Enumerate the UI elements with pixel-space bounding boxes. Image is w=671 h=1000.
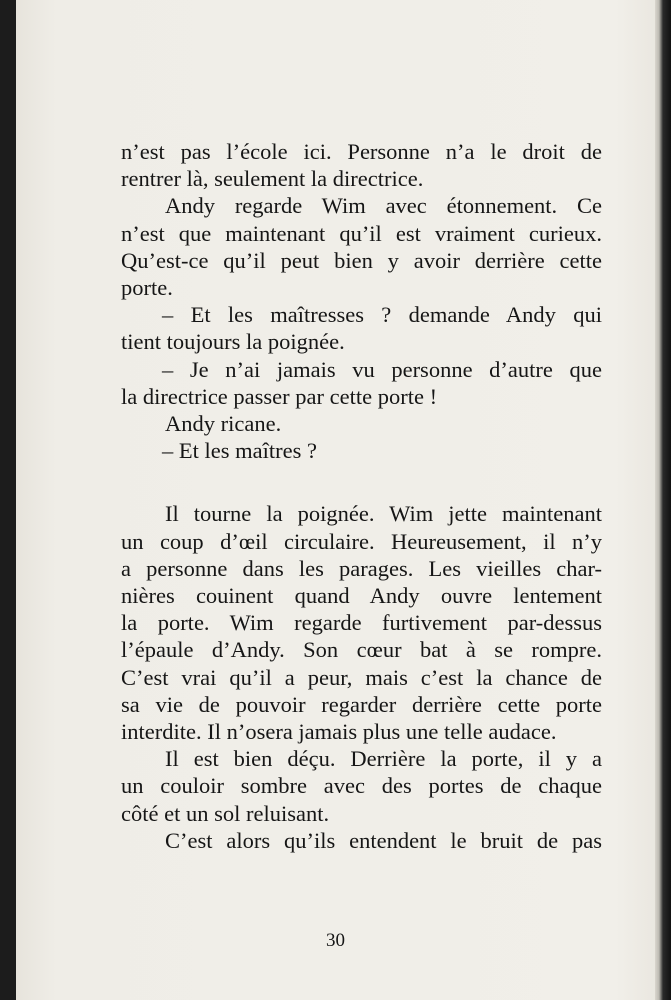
page-number: 30 [326,930,345,951]
text-line: l’épaule d’Andy. Son cœur bat à se rompre. [121,637,602,663]
text-line: – Je n’ai jamais vu personne d’autre que [162,356,602,382]
text-line: un coup d’œil circulaire. Heureusement, il n’y [121,528,602,554]
text-line: la directrice passer par cette porte ! [121,383,438,409]
text-line: Il tourne la poignée. Wim jette maintenant [165,501,602,527]
paragraph-gap [121,464,602,500]
text-line: côté et un sol reluisant. [121,800,330,826]
text-line: rentrer là, seulement la directrice. [121,166,424,192]
text-line: porte. [121,275,173,301]
text-line: sa vie de pouvoir regarder derrière cette porte [121,691,602,717]
text-line: nières couinent quand Andy ouvre lentement [121,583,602,609]
text-line: C’est alors qu’ils entendent le bruit de pas [165,827,602,853]
text-line: Qu’est-ce qu’il peut bien y avoir derrière cette [121,247,602,273]
text-line: Andy regarde Wim avec étonnement. Ce [165,193,602,219]
text-line: – Et les maîtresses ? demande Andy qui [162,302,602,328]
body-text [121,138,602,854]
text-line: tient toujours la poignée. [121,329,345,355]
text-line: un couloir sombre avec des portes de chaque [121,773,602,799]
text-line: Andy ricane. [165,411,282,437]
text-line: la porte. Wim regarde furtivement par-dessus [121,610,602,636]
text-line: – Et les maîtres ? [162,438,317,464]
text-line: a personne dans les parages. Les vieilles char- [121,555,602,581]
text-line: interdite. Il n’osera jamais plus une telle audace. [121,719,557,745]
text-line: C’est vrai qu’il a peur, mais c’est la chance de [121,664,602,690]
page-edge [655,0,671,1000]
text-line: n’est pas l’école ici. Personne n’a le droit de [121,139,602,164]
text-line: n’est que maintenant qu’il est vraiment curieux. [121,220,602,246]
text-line: Il est bien déçu. Derrière la porte, il y a [165,746,602,772]
